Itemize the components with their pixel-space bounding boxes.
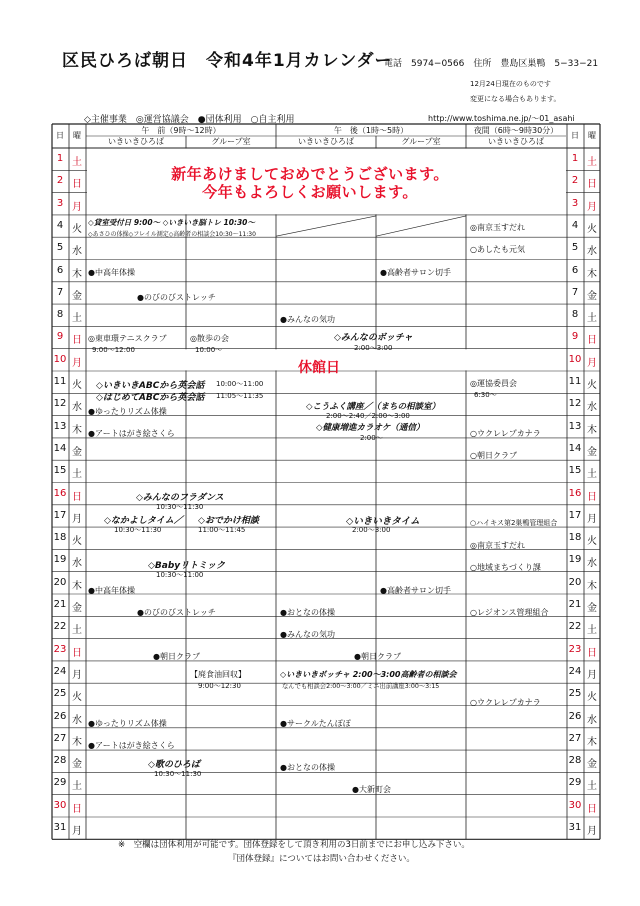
- day-number-right-16: 16: [568, 487, 582, 499]
- day-number-17: 17: [53, 509, 67, 521]
- day-number-right-5: 5: [571, 242, 579, 254]
- weekday-right-6: 木: [587, 268, 597, 280]
- legend: ◇主催事業 ◎運営協議会 ●団体利用 ○自主利用: [84, 115, 295, 125]
- day-number-right-18: 18: [568, 532, 582, 544]
- day-number-right-8: 8: [571, 309, 579, 321]
- day-number-right-14: 14: [568, 442, 582, 454]
- weekday-13: 木: [72, 424, 82, 436]
- weekday-right-8: 土: [587, 313, 597, 325]
- day-number-2: 2: [56, 175, 64, 187]
- weekday-24: 月: [72, 669, 82, 681]
- day-number-14: 14: [53, 442, 67, 454]
- day-number-7: 7: [56, 286, 64, 298]
- event-17-night: ○ハイキス第2巣鴨管理組合: [470, 519, 558, 527]
- day-number-right-17: 17: [568, 509, 582, 521]
- event-20-am: ●中高年体操: [88, 586, 135, 595]
- header-weekday-right: 曜: [588, 131, 596, 140]
- day-number-8: 8: [56, 309, 64, 321]
- day-number-right-3: 3: [571, 197, 579, 209]
- day-number-right-25: 25: [568, 688, 582, 700]
- weekday-right-3: 月: [587, 201, 597, 213]
- event-16-am-time: 10:30〜11:30: [156, 503, 204, 511]
- event-21-am: ●のびのびストレッチ: [137, 608, 216, 617]
- day-number-right-19: 19: [568, 554, 582, 566]
- event-19-night: ○地域まちづくり課: [470, 563, 541, 572]
- event-20-pm: ●高齢者サロン切手: [380, 586, 451, 595]
- day-number-21: 21: [53, 599, 67, 610]
- weekday-18: 火: [72, 536, 82, 548]
- day-number-29: 29: [53, 777, 67, 789]
- weekday-15: 土: [72, 469, 82, 481]
- day-number-1: 1: [56, 153, 64, 164]
- event-9-pm-time: 2:00〜3:00: [354, 344, 393, 352]
- event-17-am1-time: 10:30〜11:30: [114, 526, 162, 534]
- event-6-am: ●中高年体操: [88, 268, 135, 277]
- weekday-12: 水: [72, 402, 82, 414]
- weekday-23: 日: [72, 647, 82, 659]
- day-number-31: 31: [53, 822, 67, 833]
- weekday-19: 水: [72, 558, 82, 570]
- day-number-24: 24: [53, 665, 67, 677]
- weekday-21: 金: [72, 603, 82, 614]
- event-11-night: ◎運協委員会: [470, 379, 517, 388]
- day-number-30: 30: [53, 799, 67, 811]
- weekday-4: 火: [72, 223, 82, 235]
- weekday-17: 月: [72, 513, 82, 525]
- weekday-26: 水: [72, 714, 82, 726]
- event-28-pm: ●おとなの体操: [280, 763, 335, 772]
- header-am-ikiiki: いきいきひろば: [108, 137, 164, 146]
- weekday-right-15: 土: [587, 469, 597, 481]
- weekday-right-25: 火: [587, 692, 597, 704]
- weekday-16: 日: [72, 491, 82, 503]
- event-9-am2-time: 10:00〜: [195, 346, 223, 354]
- weekday-right-28: 金: [587, 759, 597, 771]
- event-19-am-time: 10:30〜11:00: [156, 571, 204, 579]
- event-18-night: ◎南京玉すだれ: [470, 541, 525, 550]
- weekday-11: 火: [72, 380, 82, 391]
- day-number-25: 25: [53, 688, 67, 700]
- event-11-am2-time: 11:05〜11:35: [216, 392, 264, 400]
- day-number-right-2: 2: [571, 175, 579, 187]
- event-11-am1-time: 10:00〜11:00: [216, 380, 264, 388]
- weekday-31: 月: [72, 826, 82, 837]
- day-number-right-30: 30: [568, 799, 582, 811]
- weekday-28: 金: [72, 759, 82, 771]
- day-number-28: 28: [53, 755, 67, 767]
- update-note: 12月24日現在のものです: [470, 80, 551, 88]
- day-number-right-22: 22: [568, 621, 582, 633]
- weekday-right-2: 日: [587, 179, 597, 191]
- event-28-am-time: 10:30〜11:30: [154, 770, 202, 778]
- weekday-right-5: 水: [587, 246, 597, 258]
- weekday-right-26: 水: [587, 714, 597, 726]
- event-24-am: 【廃食油回収】: [190, 670, 246, 679]
- day-number-26: 26: [53, 710, 67, 722]
- day-number-right-13: 13: [568, 420, 582, 432]
- day-number-10: 10: [53, 353, 67, 365]
- new-year-banner-line2: 今年もよろしくお願いします。: [202, 183, 418, 201]
- footer-note-1: ※ 空欄は団体利用が可能です。団体登録をして頂き利用の3日前までにお申し込み下さい。: [118, 840, 470, 850]
- day-number-15: 15: [53, 465, 67, 477]
- weekday-right-29: 土: [587, 781, 597, 793]
- header-night-ikiiki: いきいきひろば: [488, 137, 544, 146]
- event-24-pm: ◇いきいきボッチャ 2:00〜3:00高齢者の相談会: [280, 670, 457, 679]
- weekday-27: 木: [72, 736, 82, 748]
- day-number-right-10: 10: [568, 353, 582, 365]
- day-number-13: 13: [53, 420, 67, 432]
- event-6-pm: ●高齢者サロン切手: [380, 268, 451, 277]
- event-17-pm-time: 2:00〜3:00: [352, 526, 391, 534]
- event-28-am: ◇歌のひろば: [148, 760, 200, 770]
- header-am-group: グループ室: [211, 137, 251, 146]
- event-11-night-time: 6:30〜: [474, 391, 497, 399]
- weekday-6: 木: [72, 268, 82, 280]
- weekday-right-14: 金: [587, 446, 597, 458]
- event-9-am1-time: 9:00〜12:00: [92, 346, 135, 354]
- weekday-right-24: 月: [587, 669, 597, 681]
- weekday-right-1: 土: [587, 157, 597, 168]
- event-24-pm-sub: なんでも相談会2:00〜3:00／ミニ出前講座3:00〜3:15: [282, 683, 440, 690]
- day-number-right-20: 20: [568, 576, 582, 588]
- weekday-right-19: 水: [587, 558, 597, 570]
- event-24-am-time: 9:00〜12:30: [198, 682, 241, 690]
- weekday-right-20: 木: [587, 580, 597, 592]
- event-12-am: ●ゆったりリズム体操: [88, 407, 167, 416]
- day-number-12: 12: [53, 398, 67, 410]
- day-number-right-6: 6: [571, 264, 579, 276]
- day-number-11: 11: [53, 376, 67, 387]
- event-27-am: ●アートはがき絵さくら: [88, 741, 175, 750]
- weekday-right-27: 木: [587, 736, 597, 748]
- day-number-20: 20: [53, 576, 67, 588]
- day-number-right-12: 12: [568, 398, 582, 410]
- event-4-night: ◎南京玉すだれ: [470, 223, 525, 232]
- header-pm-ikiiki: いきいきひろば: [298, 137, 354, 146]
- weekday-right-17: 月: [587, 513, 597, 525]
- weekday-9: 日: [72, 335, 82, 347]
- event-5-night: ○あしたも元気: [470, 245, 525, 254]
- event-12-pm: ◇こうふく講座／（まちの相談室）: [306, 402, 441, 412]
- event-26-am: ●ゆったりリズム体操: [88, 719, 167, 728]
- event-26-pm: ●サークルたんぽぽ: [280, 719, 351, 728]
- weekday-25: 火: [72, 692, 82, 704]
- event-16-am: ◇みんなのフラダンス: [136, 493, 224, 503]
- weekday-1: 土: [72, 157, 82, 168]
- weekday-30: 日: [72, 803, 82, 815]
- event-17-am2-time: 11:00〜11:45: [198, 526, 246, 534]
- weekday-right-13: 木: [587, 424, 597, 436]
- day-number-right-7: 7: [571, 286, 579, 298]
- day-number-27: 27: [53, 732, 67, 744]
- weekday-right-21: 金: [587, 603, 597, 614]
- event-23-pm: ●朝日クラブ: [354, 652, 401, 661]
- event-13-am: ●アートはがき絵さくら: [88, 429, 175, 438]
- event-4-am: ◇貸室受付日 9:00〜 ◇いきいき脳トレ 10:30〜: [88, 218, 255, 227]
- event-11-am2: ◇はじめてABCから英会話: [96, 393, 205, 403]
- header-weekday: 曜: [73, 131, 81, 140]
- event-22-pm: ●みんなの気功: [280, 630, 335, 639]
- event-11-am1: ◇いきいきABCから英会話: [96, 381, 205, 391]
- event-7-am: ●のびのびストレッチ: [137, 293, 216, 302]
- weekday-right-23: 日: [587, 647, 597, 659]
- weekday-22: 土: [72, 625, 82, 637]
- weekday-right-10: 月: [587, 357, 597, 369]
- weekday-right-31: 月: [587, 826, 597, 837]
- day-number-16: 16: [53, 487, 67, 499]
- event-17-am1: ◇なかよしタイム／: [104, 516, 183, 526]
- contact-info: 電話 5974−0566 住所 豊島区巣鴨 5−33−21: [384, 59, 599, 69]
- day-number-right-4: 4: [571, 219, 579, 231]
- weekday-right-22: 土: [587, 625, 597, 637]
- event-12-pm-time: 2:00〜2:40／2:00〜3:00: [326, 412, 410, 420]
- new-year-banner-line1: 新年あけましておめでとうございます。: [171, 165, 449, 183]
- event-17-am2: ◇おでかけ相談: [198, 516, 259, 526]
- day-number-right-1: 1: [571, 153, 579, 164]
- event-21-pm: ●おとなの体操: [280, 608, 335, 617]
- weekday-2: 日: [72, 179, 82, 191]
- weekday-8: 土: [72, 313, 82, 325]
- day-number-9: 9: [56, 331, 64, 343]
- page-title: 区民ひろば朝日 令和4年1月カレンダー: [62, 51, 393, 71]
- day-number-23: 23: [53, 643, 67, 655]
- day-number-4: 4: [56, 219, 64, 231]
- day-number-3: 3: [56, 197, 64, 209]
- event-4-am-sub: ◇あさひの体操◇フレイル測定◇高齢者の相談会10:30〜11:30: [88, 231, 256, 238]
- weekday-right-30: 日: [587, 803, 597, 815]
- header-day: 日: [56, 131, 64, 140]
- event-14-night: ○朝日クラブ: [470, 451, 517, 460]
- header-day-right: 日: [571, 131, 579, 140]
- weekday-7: 金: [72, 290, 82, 302]
- weekday-10: 月: [72, 357, 82, 369]
- weekday-3: 月: [72, 201, 82, 213]
- event-13-pm-time: 2:00〜: [360, 434, 383, 442]
- event-17-pm: ◇いきいきタイム: [346, 516, 420, 527]
- event-21-night: ○レジオンス管理組合: [470, 608, 549, 617]
- weekday-right-18: 火: [587, 536, 597, 548]
- header-morning: 午 前（9時〜12時）: [141, 126, 221, 135]
- event-13-pm: ◇健康増進カラオケ（通信）: [316, 423, 425, 433]
- weekday-20: 木: [72, 580, 82, 592]
- day-number-19: 19: [53, 554, 67, 566]
- header-pm-group: グループ室: [401, 137, 441, 146]
- event-9-am1: ◎東車環テニスクラブ: [88, 334, 167, 343]
- day-number-18: 18: [53, 532, 67, 544]
- weekday-right-7: 金: [587, 290, 597, 302]
- event-13-night: ○ウクレレプカナラ: [470, 429, 541, 438]
- day-number-5: 5: [56, 242, 64, 254]
- weekday-right-4: 火: [587, 223, 597, 235]
- weekday-14: 金: [72, 446, 82, 458]
- day-number-right-26: 26: [568, 710, 582, 722]
- footer-note-2: 『団体登録』についてはお問い合わせください。: [228, 854, 415, 864]
- day-number-6: 6: [56, 264, 64, 276]
- event-23-am: ●朝日クラブ: [153, 652, 200, 661]
- weekday-right-16: 日: [587, 491, 597, 503]
- day-number-right-15: 15: [568, 465, 582, 477]
- weekday-5: 水: [72, 246, 82, 258]
- day-number-right-24: 24: [568, 665, 582, 677]
- day-number-right-11: 11: [568, 376, 582, 387]
- event-9-am2: ◎散歩の会: [190, 334, 229, 343]
- weekday-right-12: 水: [587, 402, 597, 414]
- weekday-right-9: 日: [587, 335, 597, 347]
- day-number-right-31: 31: [568, 822, 582, 833]
- weekday-29: 土: [72, 781, 82, 793]
- header-night: 夜間（6時〜9時30分）: [473, 126, 559, 135]
- day-number-right-27: 27: [568, 732, 582, 744]
- event-19-am: ◇Babyリトミック: [148, 561, 225, 571]
- day-number-right-29: 29: [568, 777, 582, 789]
- event-9-pm: ◇みんなのボッチャ: [334, 333, 413, 343]
- day-number-right-23: 23: [568, 643, 582, 655]
- event-29-pm: ●大新町会: [352, 785, 391, 794]
- closed-day-label: 休館日: [298, 360, 340, 376]
- day-number-right-9: 9: [571, 331, 579, 343]
- day-number-right-21: 21: [568, 599, 582, 610]
- header-afternoon: 午 後（1時〜5時）: [333, 126, 409, 135]
- change-note: 変更になる場合もあります。: [470, 95, 561, 103]
- day-number-22: 22: [53, 621, 67, 633]
- event-25-night: ○ウクレレプカナラ: [470, 698, 541, 707]
- day-number-right-28: 28: [568, 755, 582, 767]
- weekday-right-11: 火: [587, 380, 597, 391]
- event-8-pm: ●みんなの気功: [280, 315, 335, 324]
- website-url[interactable]: http://www.toshima.ne.jp/～01_asahi: [428, 114, 575, 123]
